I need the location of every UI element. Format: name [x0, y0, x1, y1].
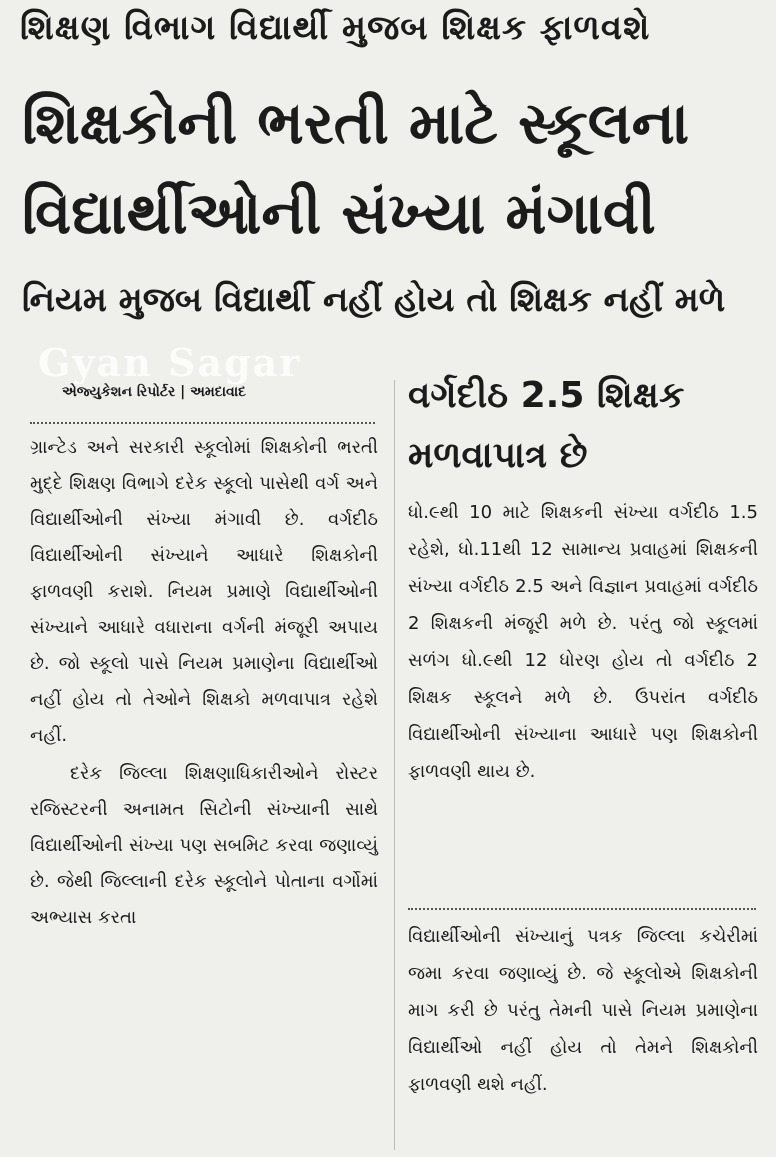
byline-divider	[30, 422, 375, 424]
headline-line-1: શિક્ષકોની ભરતી માટે સ્કૂલના	[22, 89, 690, 157]
right-subtitle-line-2: મળવાપાત્ર છે	[408, 435, 588, 476]
article-subheadline: નિયમ મુજબ વિદ્યાર્થી નહીં હોય તો શિક્ષક નહીં મળે	[22, 280, 726, 320]
article-headline	[22, 78, 762, 258]
right-section-divider	[408, 908, 756, 910]
article-kicker: શિક્ષણ વિભાગ વિદ્યાર્થી મુજબ શિક્ષક ફાળવશે	[20, 8, 651, 48]
left-paragraph-2: દરેક જિલ્લા શિક્ષણાધિકારીઓને રોસ્ટર રજિસ્ટરની અનામત સિટોની સંખ્યાની સાથે વિદ્યાર્થીઓની સંખ્યા પણ સબમિટ કરવા જણાવ્યું છે. જેથી જિલ્લાની દરેક સ્કૂલોને પોતાના વર્ગોમાં અભ્યાસ કરતા	[30, 763, 378, 928]
left-column	[30, 430, 378, 936]
right-paragraph-1: ધો.૯થી 10 માટે શિક્ષકની સંખ્યા વર્ગદીઠ 1.5 રહેશે, ધો.11થી 12 સામાન્ય પ્રવાહમાં શિક્ષકની સંખ્યા વર્ગદીઠ 2.5 અને વિજ્ઞાન પ્રવાહમાં વર્ગદીઠ 2 શિક્ષકની મંજૂરી મળે છે. પરંતુ જો સ્કૂલમાં સળંગ ધો.૯થી 12 ધોરણ હોય તો વર્ગદીઠ 2 શિક્ષક સ્કૂલને મળે છે. ઉપરાંત વર્ગદીઠ વિદ્યાર્થીઓની સંખ્યાના આધારે પણ શિક્ષકોની ફાળવણી થાય છે.	[408, 502, 758, 782]
column-divider	[394, 380, 395, 1150]
right-subtitle-line-1: વર્ગદીઠ 2.5 શિક્ષક	[408, 375, 685, 416]
headline-line-2: વિદ્યાર્થીઓની સંખ્યા મંગાવી	[22, 179, 656, 247]
byline: એજ્યુકેશન રિપોર્ટર | અમદાવાદ	[62, 384, 246, 400]
right-column	[408, 366, 758, 790]
right-subtitle	[408, 366, 758, 486]
watermark: Gyan Sagar	[38, 340, 302, 385]
right-paragraph-2: વિદ્યાર્થીઓની સંખ્યાનું પત્રક જિલ્લા કચેરીમાં જમા કરવા જણાવ્યું છે. જે સ્કૂલોએ શિક્ષકોની માગ કરી છે પરંતુ તેમની પાસે નિયમ પ્રમાણેના વિદ્યાર્થીઓ નહીં હોય તો તેમને શિક્ષકોની ફાળવણી થશે નહીં.	[408, 926, 758, 1095]
left-paragraph-1: ગ્રાન્ટેડ અને સરકારી સ્કૂલોમાં શિક્ષકોની ભરતી મુદ્દે શિક્ષણ વિભાગે દરેક સ્કૂલો પાસેથી વર્ગ અને વિદ્યાર્થીઓની સંખ્યા મંગાવી છે. વર્ગદીઠ વિદ્યાર્થીઓની સંખ્યાને આધારે શિક્ષકોની ફાળવણી કરાશે. નિયમ પ્રમાણે વિદ્યાર્થીઓની સંખ્યાને આધારે વધારાના વર્ગની મંજૂરી અપાય છે. જો સ્કૂલો પાસે નિયમ પ્રમાણેના વિદ્યાર્થીઓ નહીં હોય તો તેઓને શિક્ષકો મળવાપાત્ર રહેશે નહીં.	[30, 437, 378, 746]
